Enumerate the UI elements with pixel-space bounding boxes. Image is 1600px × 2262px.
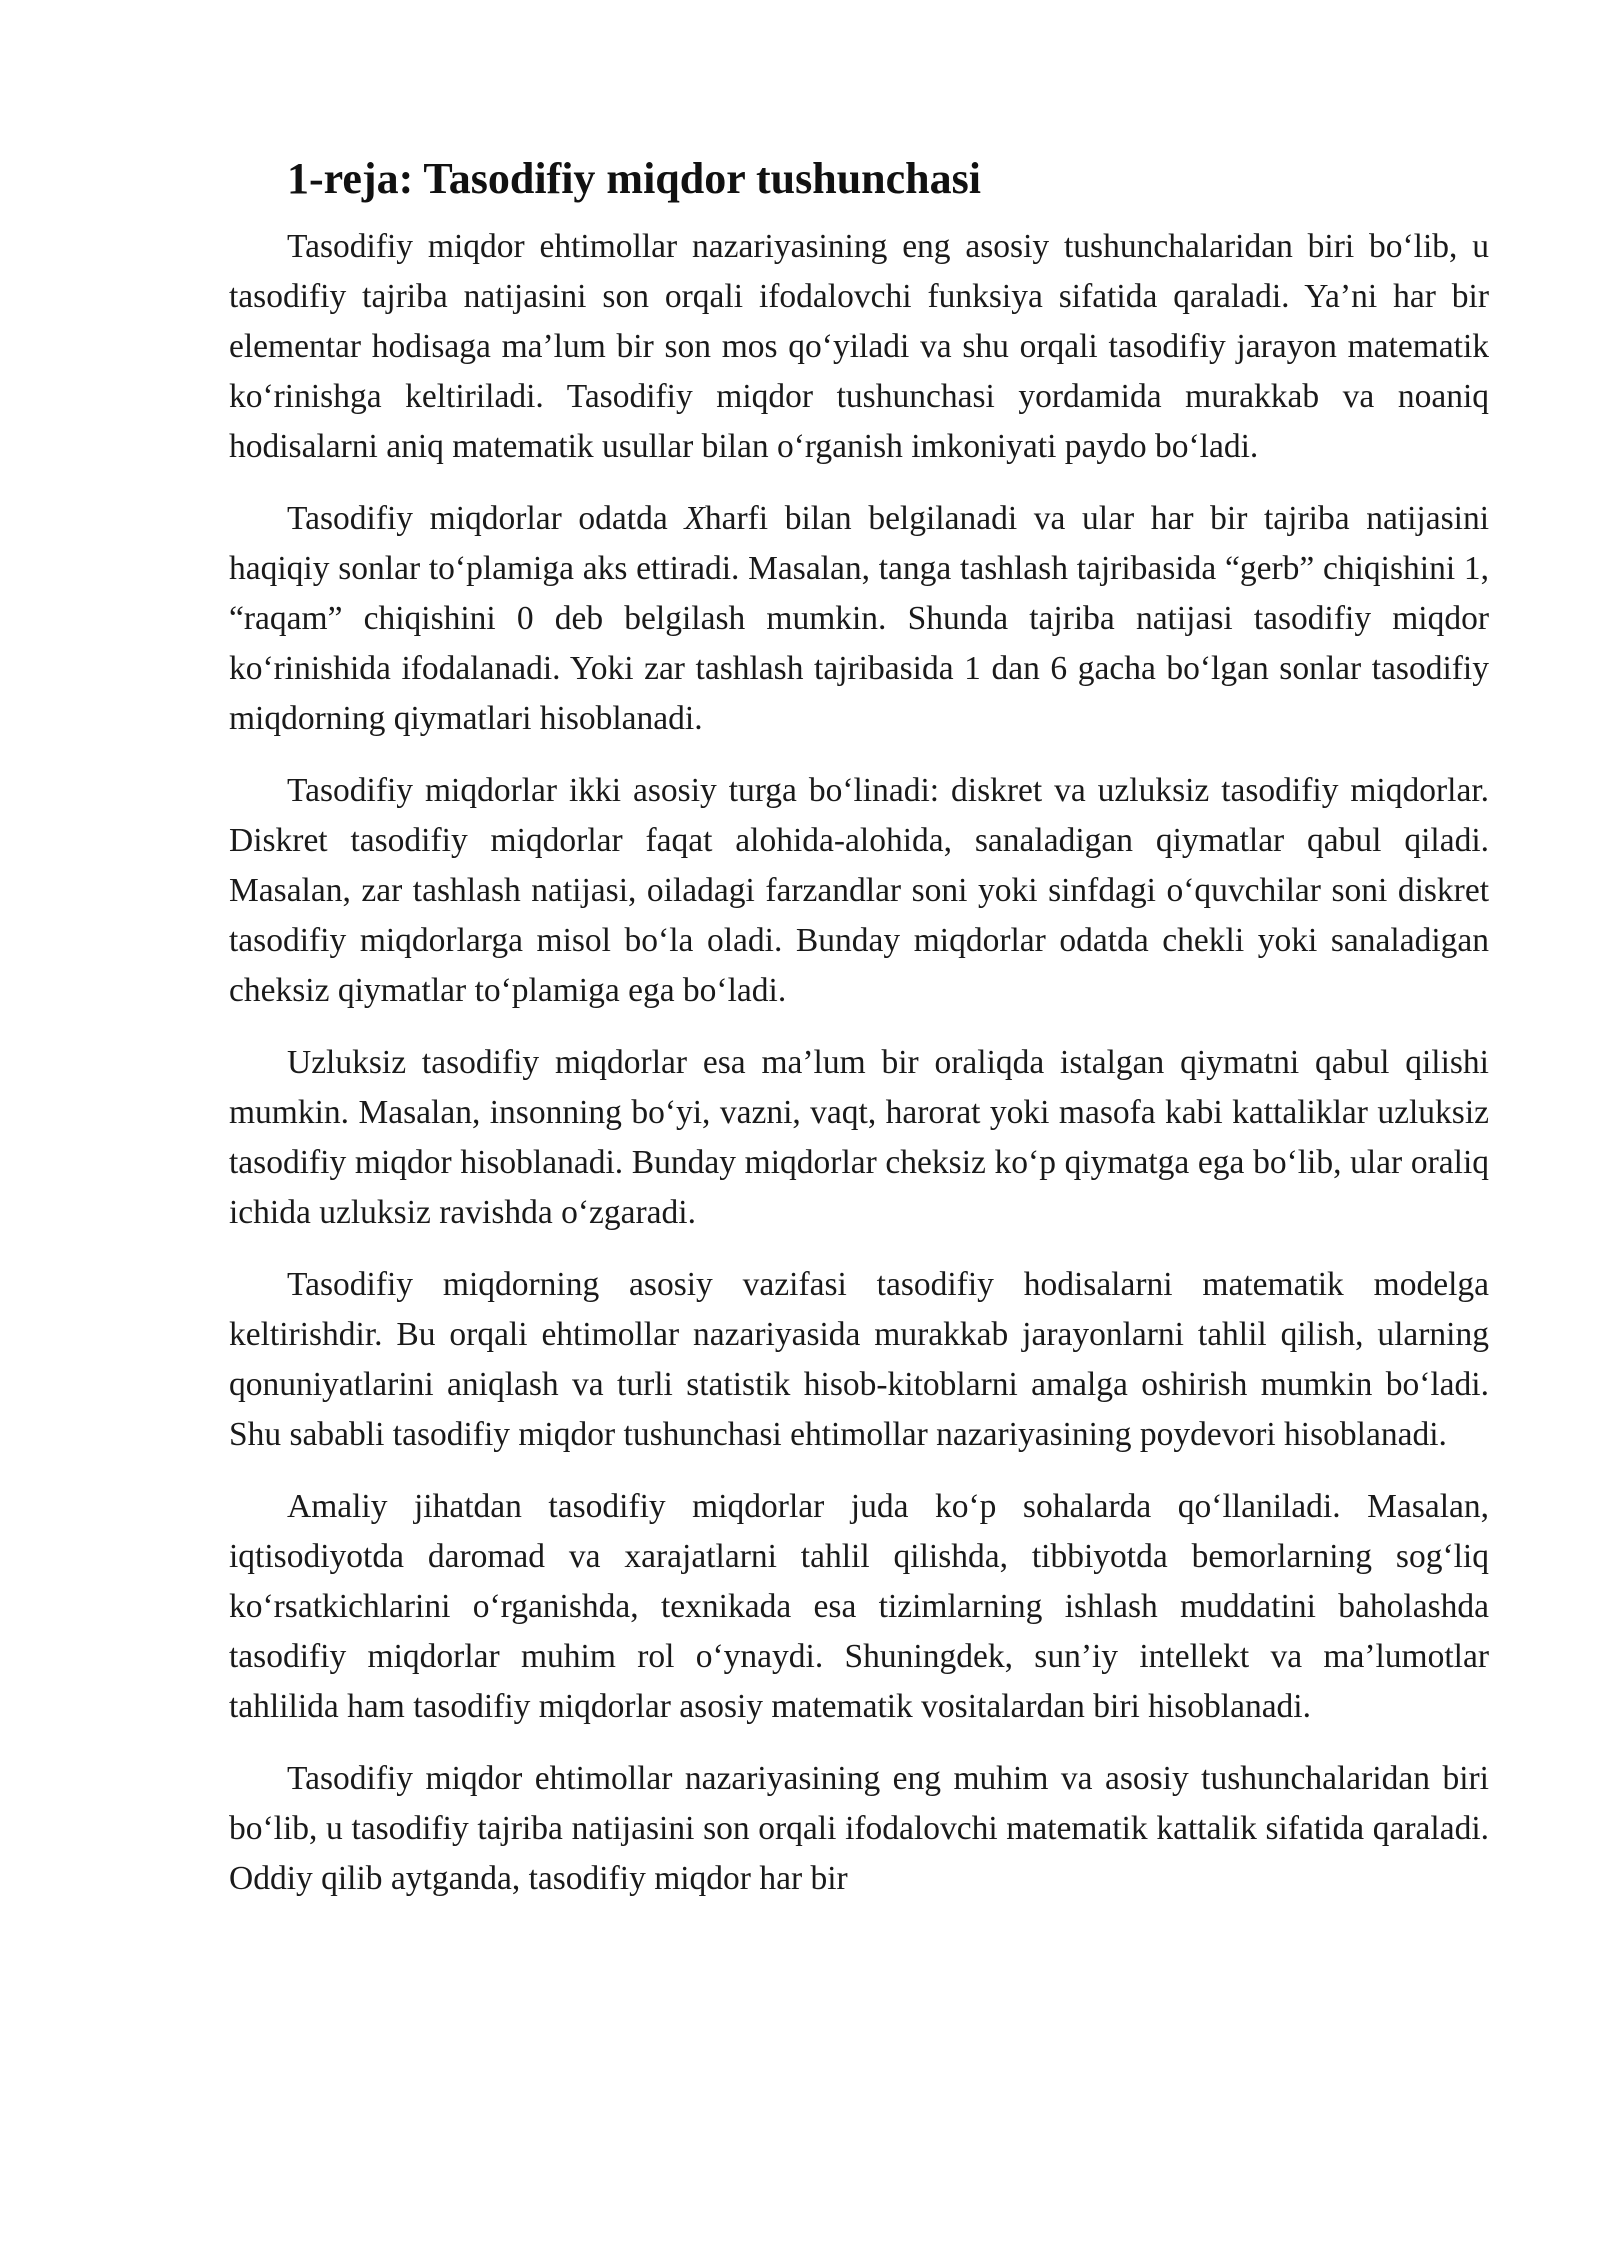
variable-x: X <box>684 500 705 537</box>
paragraph-notation-rest: harfi bilan belgilanadi va ular har bir tajriba natijasini haqiqiy sonlar to‘plamiga aks ettiradi. Masalan, tanga tashlash tajribasida “gerb” chiqishini 1, “raqam” chiqishini 0 deb belgilash mumkin. Shunda tajriba natijasi tasodifiy miqdor ko‘rinishida ifodalanadi. Yoki zar tashlash tajribasida 1 dan 6 gacha bo‘lgan sonlar tasodifiy miqdorning qiymatlari hisoblanadi. <box>229 500 1490 737</box>
paragraph-notation <box>229 494 1489 744</box>
document-body <box>229 150 1489 1926</box>
paragraph-definition: Tasodifiy miqdor ehtimollar nazariyasining eng asosiy tushunchalaridan biri bo‘lib, u tasodifiy tajriba natijasini son orqali ifodalovchi funksiya sifatida qaraladi. Ya’ni har bir elementar hodisaga ma’lum bir son mos qo‘yiladi va shu orqali tasodifiy jarayon matematik ko‘rinishga keltiriladi. Tasodifiy miqdor tushunchasi yordamida murakkab va noaniq hodisalarni aniq matematik usullar bilan o‘rganish imkoniyati paydo bo‘ladi. <box>229 228 1489 465</box>
section-heading: 1-reja: Tasodifiy miqdor tushunchasi <box>287 154 981 203</box>
paragraph-purpose: Tasodifiy miqdorning asosiy vazifasi tasodifiy hodisalarni matematik modelga keltirishdir. Bu orqali ehtimollar nazariyasida murakkab jarayonlarni tahlil qilish, ularning qonuniyatlarini aniqlash va turli statistik hisob-kitoblarni amalga oshirish mumkin bo‘ladi. Shu sababli tasodifiy miqdor tushunchasi ehtimollar nazariyasining poydevori hisoblanadi. <box>229 1266 1489 1453</box>
paragraph-applications: Amaliy jihatdan tasodifiy miqdorlar juda ko‘p sohalarda qo‘llaniladi. Masalan, iqtisodiyotda daromad va xarajatlarni tahlil qilishda, tibbiyotda bemorlarning sog‘liq ko‘rsatkichlarini o‘rganishda, texnikada esa tizimlarning ishlash muddatini baholashda tasodifiy miqdorlar muhim rol o‘ynaydi. Shuningdek, sun’iy intellekt va ma’lumotlar tahlilida ham tasodifiy miqdorlar asosiy matematik vositalardan biri hisoblanadi. <box>229 1488 1489 1725</box>
paragraph-continuous: Uzluksiz tasodifiy miqdorlar esa ma’lum bir oraliqda istalgan qiymatni qabul qilishi mumkin. Masalan, insonning bo‘yi, vazni, vaqt, harorat yoki masofa kabi kattaliklar uzluksiz tasodifiy miqdor hisoblanadi. Bunday miqdorlar cheksiz ko‘p qiymatga ega bo‘lib, ular oraliq ichida uzluksiz ravishda o‘zgaradi. <box>229 1044 1489 1231</box>
paragraph-types: Tasodifiy miqdorlar ikki asosiy turga bo‘linadi: diskret va uzluksiz tasodifiy miqdorlar. Diskret tasodifiy miqdorlar faqat alohida-alohida, sanaladigan qiymatlar qabul qiladi. Masalan, zar tashlash natijasi, oiladagi farzandlar soni yoki sinfdagi o‘quvchilar soni diskret tasodifiy miqdorlarga misol bo‘la oladi. Bunday miqdorlar odatda chekli yoki sanaladigan cheksiz qiymatlar to‘plamiga ega bo‘ladi. <box>229 772 1489 1009</box>
paragraph-summary: Tasodifiy miqdor ehtimollar nazariyasining eng muhim va asosiy tushunchalaridan biri bo‘lib, u tasodifiy tajriba natijasini son orqali ifodalovchi matematik kattalik sifatida qaraladi. Oddiy qilib aytganda, tasodifiy miqdor har bir <box>229 1760 1489 1897</box>
paragraph-notation-lead: Tasodifiy miqdorlar odatda <box>287 500 685 537</box>
